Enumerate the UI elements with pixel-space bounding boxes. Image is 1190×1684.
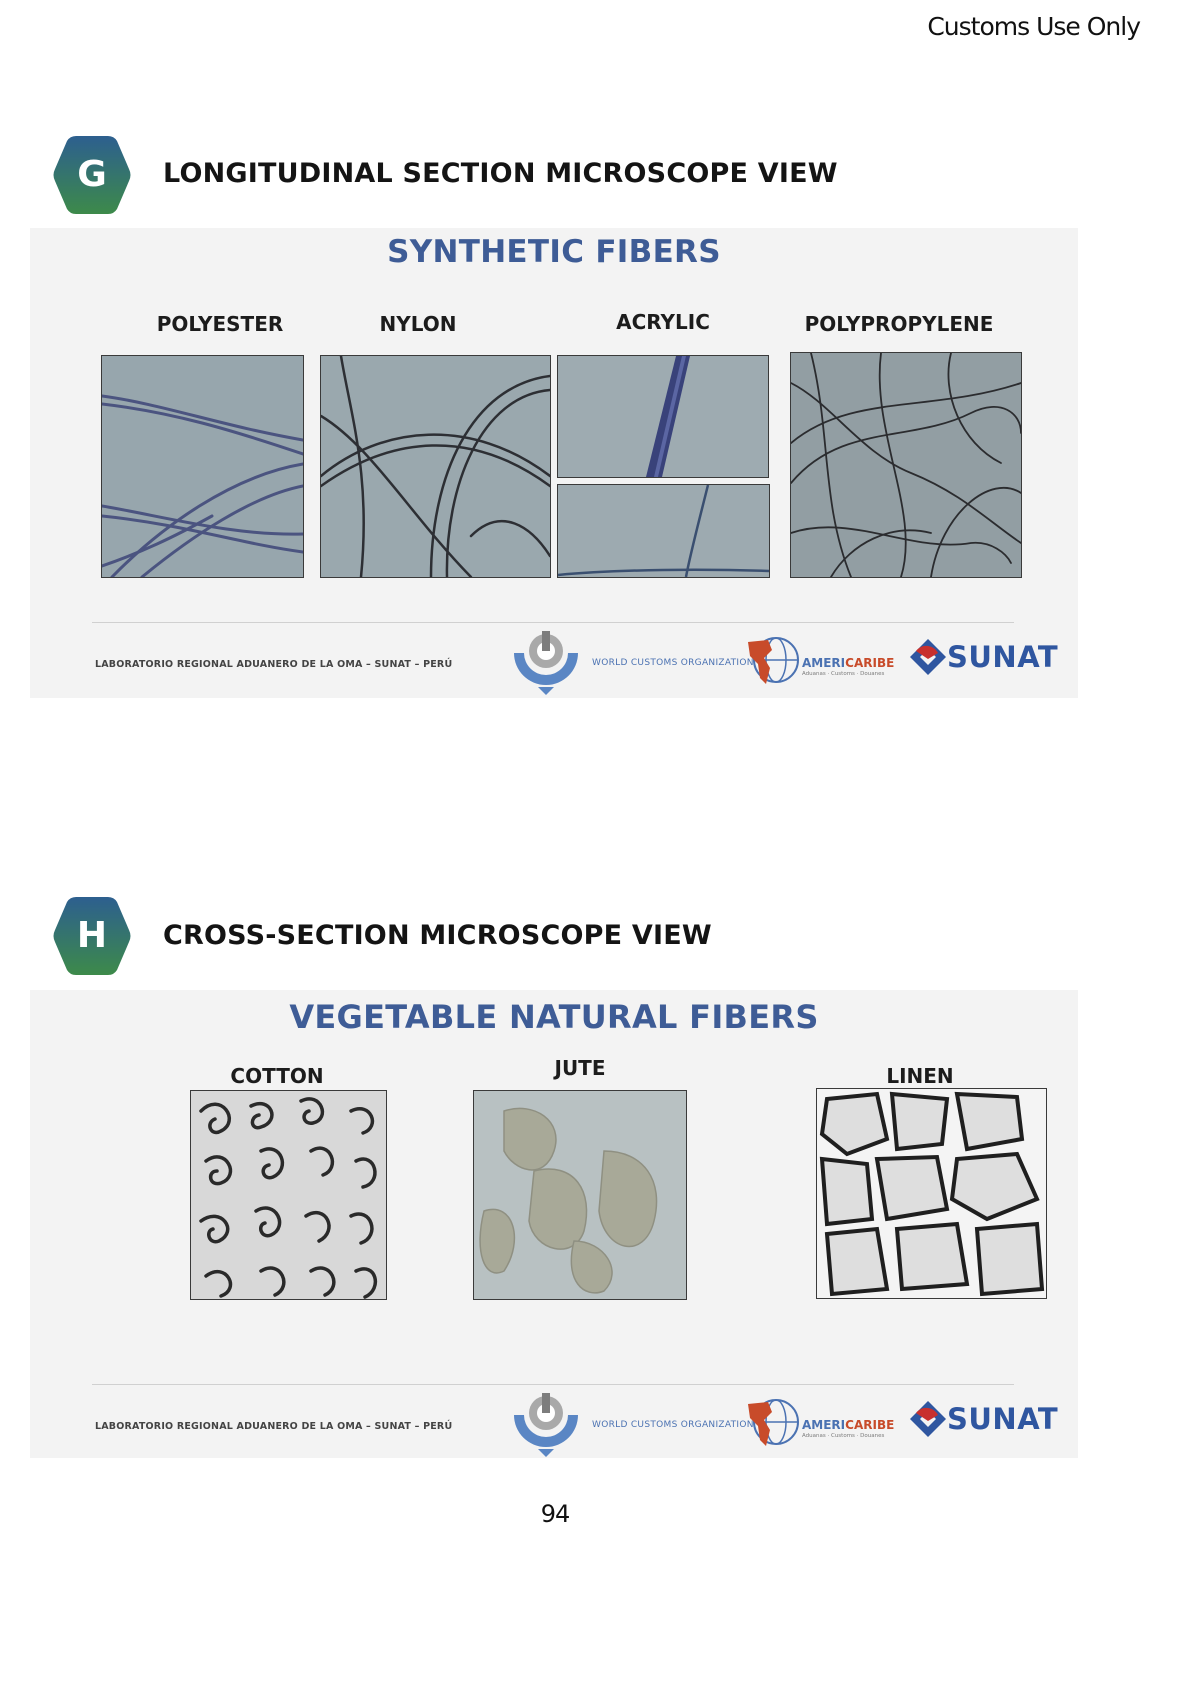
section-g-letter: G [77,154,107,195]
footer-lab-name: LABORATORIO REGIONAL ADUANERO DE LA OMA – SUNAT – PERÚ [95,659,453,670]
nylon-label: NYLON [379,312,457,336]
sunat-wordmark: SUNAT [947,640,1059,674]
footer-lab-name: LABORATORIO REGIONAL ADUANERO DE LA OMA – SUNAT – PERÚ [95,1421,453,1432]
sunat-logo-icon [908,637,948,681]
customs-use-only-note: Customs Use Only [927,12,1140,41]
americaribe-a: AMERI [802,1418,846,1432]
jute-micrograph [473,1090,687,1300]
americaribe-wordmark [802,652,894,677]
acrylic-micrograph-bottom [557,484,770,578]
americaribe-globe-icon [744,634,802,688]
page-number: 94 [540,1500,570,1528]
americaribe-sub: Aduanas · Customs · Douanes [802,1433,885,1439]
americaribe-globe-icon [744,1396,802,1450]
sunat-wordmark: SUNAT [947,1402,1059,1436]
acrylic-micrograph-top [557,355,769,478]
americaribe-wordmark [802,1414,894,1439]
vegetable-fibers-panel [30,990,1078,1458]
section-g-badge [52,132,132,218]
wco-logo-icon [510,631,582,697]
nylon-micrograph [320,355,551,578]
wco-name: WORLD CUSTOMS ORGANIZATION [592,658,754,668]
americaribe-b: CARIBE [845,656,895,670]
polyester-micrograph [101,355,304,578]
footer-divider [92,622,1014,623]
linen-micrograph [816,1088,1047,1299]
synthetic-fibers-heading: SYNTHETIC FIBERS [387,234,721,270]
americaribe-a: AMERI [802,656,846,670]
acrylic-label: ACRYLIC [616,310,710,334]
section-h-title: CROSS-SECTION MICROSCOPE VIEW [163,920,712,951]
americaribe-b: CARIBE [845,1418,895,1432]
polypropylene-micrograph [790,352,1022,578]
section-g-title: LONGITUDINAL SECTION MICROSCOPE VIEW [163,158,838,189]
sunat-logo-icon [908,1399,948,1443]
americaribe-sub: Aduanas · Customs · Douanes [802,671,885,677]
linen-label: LINEN [886,1064,954,1088]
section-h-badge [52,893,132,979]
footer-divider [92,1384,1014,1385]
cotton-label: COTTON [230,1064,324,1088]
polyester-label: POLYESTER [156,312,284,336]
polypropylene-label: POLYPROPYLENE [804,312,994,336]
vegetable-fibers-heading: VEGETABLE NATURAL FIBERS [289,998,819,1036]
synthetic-fibers-panel [30,228,1078,698]
wco-name: WORLD CUSTOMS ORGANIZATION [592,1420,754,1430]
section-h-letter: H [76,915,108,956]
cotton-micrograph [190,1090,387,1300]
jute-label: JUTE [554,1056,606,1080]
wco-logo-icon [510,1393,582,1459]
